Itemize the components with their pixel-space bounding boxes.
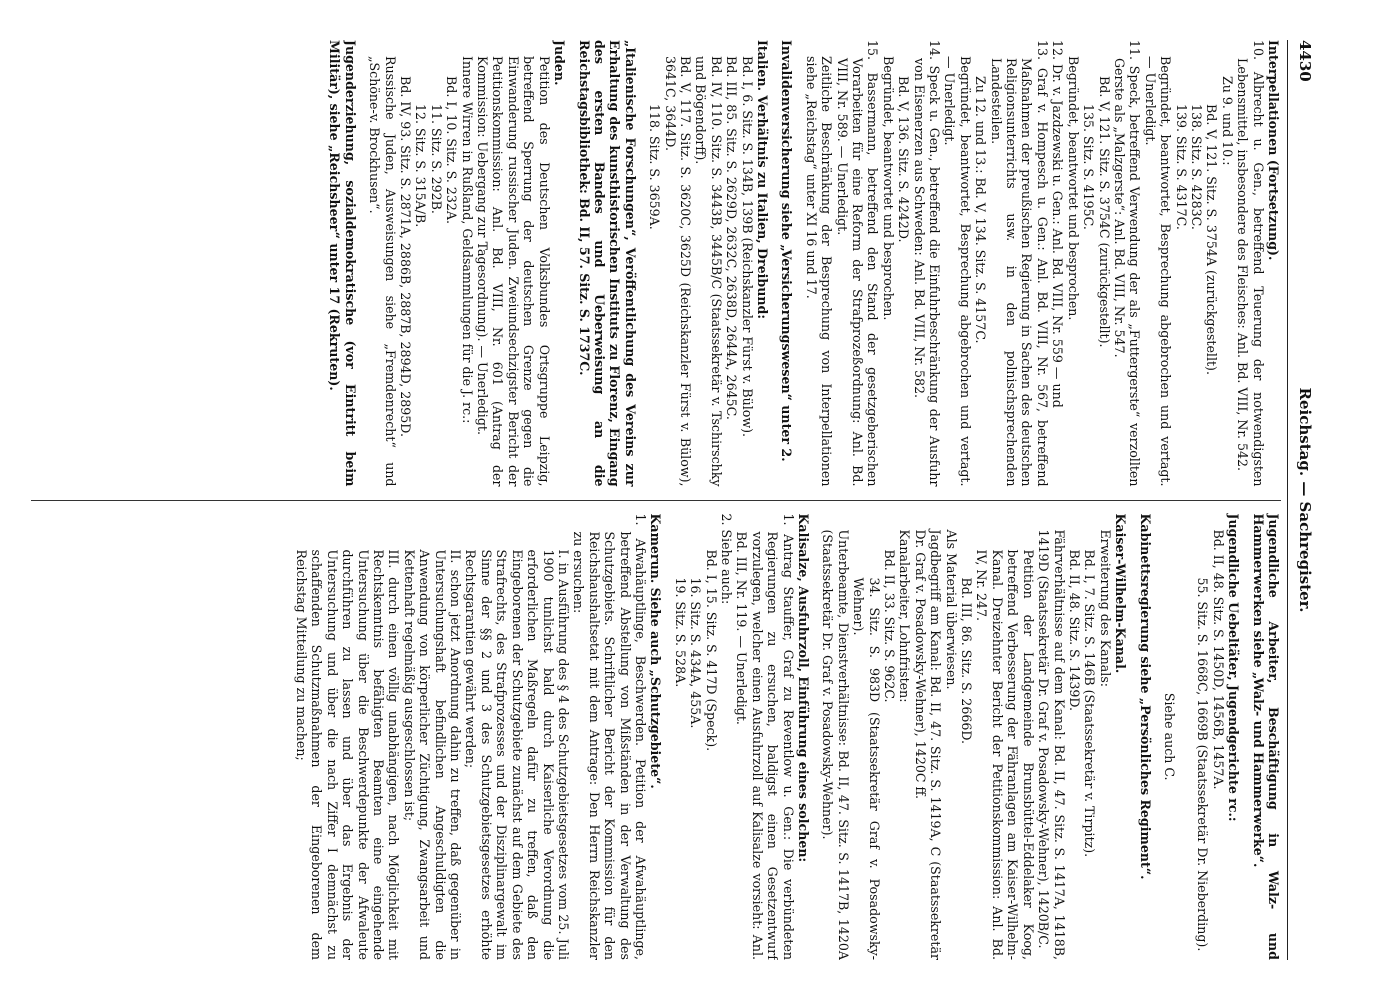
left-index-entry: 138. Sitz. S. 4283C. — [1188, 104, 1204, 230]
right-spacer — [663, 513, 672, 960]
left-index-entry: Innere Wirren in Rußland, Geldsammlungen für die J. rc.: — [459, 56, 475, 424]
left-index-entry: 10. Albrecht u. Gen., betreffend Teuerung der notwendigsten Lebensmittel, insbesondere des Fleisches: Anl. Bd. VIII, Nr. 542. — [1235, 40, 1266, 487]
left-index-heading: Italien. Verhältnis zu Italien, Dreibund: — [755, 40, 770, 319]
right-index-entry: Bd. I, 15. Sitz. S. 417D (Speck). — [703, 549, 719, 752]
two-column-body — [31, 40, 1281, 960]
right-spacer — [1186, 513, 1195, 960]
left-column — [31, 40, 1281, 487]
left-index-entry: Zu 12. und 13.: Bd. V, 134. Sitz. S. 4157C. — [973, 76, 989, 344]
left-spacer — [770, 40, 779, 487]
right-index-entry: 34. Sitz. S. 983D (Staatssekretär Graf v. Posadowsky-Wehner). — [851, 577, 882, 960]
right-index-entry: Bd. II, 33. Sitz. S. 962C. — [882, 549, 898, 703]
left-index-entry: Bd. I, 6. Sitz. S. 134B, 139B (Reichskanzler Fürst v. Bülow). — [739, 56, 755, 438]
dfg-logo-icon — [0, 969, 1, 994]
right-index-entry: Siehe auch C. — [1161, 692, 1177, 781]
right-index-entry: 2. Siehe auch: — [719, 513, 734, 605]
left-index-entry: Bd. IV, 110. Sitz. S. 3443B, 3445B/C (Staatssekretär v. Tschirschky und Bögendorff). — [693, 56, 724, 487]
right-spacer — [1128, 513, 1137, 960]
right-spacer — [1241, 513, 1250, 960]
left-index-entry: 11. Speck, betreffend Verwendung der als „Futtergerste“ verzollten Gerste als „Malzgerste“: Anl. Bd. VIII, Nr. 547. — [1111, 40, 1143, 487]
right-index-entry: Erweiterung des Kanals: — [1097, 529, 1113, 688]
page-number: 4430 — [1296, 40, 1314, 82]
left-index-entry: Begründet, beantwortet, Besprechung abgebrochen und vertagt. — Unerledigt. — [1142, 56, 1174, 487]
left-spacer — [567, 40, 576, 487]
right-column — [31, 513, 1281, 960]
right-index-entry: III. durch einen völlig unabhängigen, nach Möglichkeit mit Rechtskenntnis befähigten Beamten eine eingehende Untersuchung über die Beschwerdepunkte der Afwaleute durchführen zu lassen und über das Ergebnis der Untersuchung und über die nach Ziffer I demnächst zu schaffenden Schutzmaßnahmen der Eingeborenen dem Reichstag Mitteilung zu machen; — [294, 549, 402, 960]
left-index-entry: 15. Bassermann, betreffend den Stand der gesetzgeberischen Vorarbeiten für eine Reform der Strafprozeßordnung: Anl. Bd. VIII, Nr. 589. — Unerledigt. — [834, 40, 881, 487]
left-index-entry: Begründet, beantwortet, Besprechung abgebrochen und vertagt. — Unerledigt. — [942, 56, 973, 487]
left-index-entry: 118. Sitz. S. 3659A. — [647, 104, 663, 230]
right-index-entry: Petition der Landgemeinde Brunsbüttel-Eddelaker Koog, betreffend Verbesserung der Fähranlagen am Kaiser-Wilhelm-Kanal. Dreizehnter Bericht der Petitionskommission: Anl. Bd. IV, Nr. 247. — [974, 549, 1036, 960]
left-index-entry: 14. Speck u. Gen., betreffend die Einfuhrbeschränkung der Ausfuhr von Eisenerzen aus Schweden: Anl. Bd. VIII, Nr. 582. — [911, 40, 943, 487]
left-index-entry: Bd. V, 136. Sitz. S. 4242D. — [896, 76, 912, 243]
left-spacer — [794, 40, 803, 487]
right-index-heading: Kabinettsregierung siehe „Persönliches Regiment“. — [1137, 513, 1153, 880]
left-index-entry: Begründet, beantwortet und besprochen. — [880, 56, 896, 321]
right-index-heading: Kamerun. Siehe auch „Schutzgebiete“. — [648, 513, 664, 789]
left-index-entry: Begründet, beantwortet und besprochen. — [1065, 56, 1081, 321]
right-index-entry: II. schon jetzt Anordnung dahin zu treffen, daß gegenüber in Untersuchungshaft befindlichen Angeschuldigten die Anwendung von körperlicher Züchtigung, Zwangsarbeit und Kettenhaft regelmäßig ausgeschlossen ist; — [401, 549, 464, 960]
left-index-heading: Invalidenversicherung siehe „Versicherungswesen“ unter 2. — [779, 40, 795, 462]
left-index-entry: Petition des Deutschen Volksbundes Ortsgruppe Leipzig, betreffend Sperrung der deutschen Grenze gegen die Einwanderung russischer Juden. Zweiundsechzigster Bericht der Petitionskommission: Anl. Bd. VIII, Nr. 601 (Antrag der Kommission: Uebergang zur Tagesordnung). — Unerledigt. — [475, 56, 552, 487]
right-index-entry: Fährverhältnisse auf dem Kanal: Bd. II, 47. Sitz. S. 1417A, 1418B, 1419D (Staatssekretär Dr. Graf v. Posadowsky-Wehner), 1420B/C. — [1036, 529, 1067, 960]
left-index-entry: Bd. IV, 93. Sitz. S. 2871A, 2886B, 2887B, 2894D, 2895D. — [398, 76, 414, 437]
header-rule — [1287, 40, 1288, 960]
left-index-entry: 12. Dr. v. Jazdzewski u. Gen.: Anl. Bd. VIII, Nr. 559 — und — [1050, 40, 1066, 408]
left-index-entry: Bd. I, 10. Sitz. S. 232A. — [444, 76, 460, 225]
column-divider — [31, 500, 1281, 501]
right-index-heading: Kalisalze, Ausfuhrzoll, Einführung eines solchen: — [796, 513, 812, 863]
right-index-entry: 1. Afwahäuptlinge, Beschwerden. Petition der Afwahäuptlinge, betreffend Abstellung von Mißständen in der Verwaltung des Schutzgebiets. Schriftlicher Bericht der Kommission für den Reichshaushaltsetat mit dem Antrage: Den Herrn Reichskanzler zu ersuchen: — [571, 513, 648, 960]
right-index-entry: Als Material überwiesen. — [943, 529, 959, 690]
right-index-entry: Kanalarbeiter, Lohnfristen: — [897, 529, 913, 703]
left-index-entry: Russische Juden, Ausweisungen siehe „Fremdenrecht“ und „Schöne-v. Brockhusen“. — [367, 56, 398, 487]
left-spacer — [358, 40, 367, 487]
left-index-heading: „Italienische Forschungen“, Veröffentlichung des Vereins zur Erhaltung des kunsthistorischen Instituts zu Florenz, Eingang des ersten Bandes und Ueberweisung an die Reichstagsbibliothek: Bd. II, 57. Sitz. S. 1737C. — [576, 40, 638, 487]
page-header — [1292, 40, 1314, 960]
right-index-entry: 19. Sitz. S. 528A. — [672, 577, 688, 688]
right-index-entry: Bd. III, 86. Sitz. S. 2666D. — [959, 577, 975, 745]
right-spacer — [811, 513, 820, 960]
right-index-entry: Bd. II, 48. Sitz. S. 1450D, 1456B, 1457A. — [1210, 529, 1226, 790]
left-index-entry: 11. Sitz. S. 292B. — [428, 104, 444, 214]
right-spacer — [1177, 513, 1186, 960]
right-index-entry: 55. Sitz. S. 1668C, 1669B (Staatssekretär Dr. Nieberding). — [1195, 577, 1211, 952]
left-index-entry: 13. Graf v. Hompesch u. Gen.: Anl. Bd. VIII, Nr. 567, betreffend Maßnahmen der preußischen Regierung in Sachen des deutschen Religionsunterrichts usw. in den polnischsprechenden Landesteilen. — [988, 40, 1050, 487]
left-index-heading: Jugenderziehung, sozialdemokratische (vor Eintritt beim Militär), siehe „Reichsheer“ unter 17 (Rekruten). — [327, 40, 358, 487]
right-index-heading: Kaiser-Wilhelm-Kanal. — [1113, 513, 1129, 674]
right-index-entry: Jagdbegriff am Kanal: Bd. II, 47. Sitz. S. 1419A, C (Staatssekretär Dr. Graf v. Posadowsky-Wehner), 1420C ff. — [912, 529, 944, 960]
left-spacer — [638, 40, 647, 487]
left-index-entry: Bd. III, 85. Sitz. S. 2629D, 2632C, 2638D, 2644A, 2645C. — [724, 56, 740, 420]
right-index-entry: Bd. I, 7. Sitz. S. 146B (Staatssekretär v. Tirpitz). — [1082, 549, 1098, 858]
left-index-entry: Zeitliche Beschränkung der Besprechung von Interpellationen siehe „Reichstag“ unter XI 16 und 17. — [803, 56, 835, 487]
right-index-heading: Jugendliche Uebeltäter, Jugendgerichte rc.: — [1226, 513, 1242, 822]
left-index-entry: 139. Sitz. S. 4317C. — [1173, 104, 1189, 230]
right-spacer — [1153, 513, 1162, 960]
left-index-heading: Juden. — [552, 40, 568, 86]
running-title: Reichstag. — Sachregister. — [1296, 387, 1314, 613]
left-index-entry: 135. Sitz. S. 4195C. — [1081, 104, 1097, 230]
left-index-heading: Interpellationen (Fortsetzung). — [1266, 40, 1281, 261]
right-index-heading: Jugendliche Arbeiter, Beschäftigung in Walz- und Hammerwerken siehe „Walz- und Hammerwerke“. — [1250, 513, 1281, 960]
left-index-entry: Bd. V, 117. Sitz. S. 3620C, 3625D (Reichskanzler Fürst v. Bülow), 3641C, 3644D. — [662, 56, 693, 487]
right-index-entry: Unterbeamte, Dienstverhältnisse: Bd. II, 47. Sitz. S. 1417B, 1420A (Staatssekretär Dr. Graf v. Posadowsky-Wehner). — [820, 529, 851, 960]
left-index-entry: Bd. V, 121. Sitz. S. 3754A (zurückgestellt). — [1204, 104, 1220, 375]
left-index-entry: 12. Sitz. S. 315A/B. — [413, 104, 429, 228]
right-index-entry: 16. Sitz. S. 434A, 455A. — [688, 577, 704, 729]
digitization-footer — [0, 585, 4, 995]
left-index-entry: Zu 9. und 10.: — [1219, 76, 1235, 166]
left-index-entry: Bd. V, 121. Sitz. S. 3754C (zurückgestellt). — [1096, 76, 1112, 348]
right-index-entry: 1. Antrag Stauffer, Graf zu Reventlow u. Gen.: Die verbündeten Regierungen zu ersuchen, baldigst einen Gesetzentwurf vorzulegen, welcher einen Ausfuhrzoll auf Kalisalze vorsieht: Anl. Bd. III, Nr. 119. — Unerledigt. — [734, 513, 796, 960]
right-index-entry: Bd. II, 48. Sitz. S. 1439D. — [1066, 549, 1082, 712]
right-index-entry: I. in Ausführung des § 4 des Schutzgebietsgesetzes vom 25. Juli 1900 tunlichst bald durch Kaiserliche Verordnung die erforderlichen Maßregeln dafür zu treffen, daß den Eingeborenen der Schutzgebiete zunächst auf dem Gebiete des Strafrechts, des Strafprozesses und der Disziplinargewalt im Sinne der §§ 2 und 3 des Schutzgebietsgesetzes erhöhte Rechtsgarantien gewährt werden; — [463, 549, 571, 960]
